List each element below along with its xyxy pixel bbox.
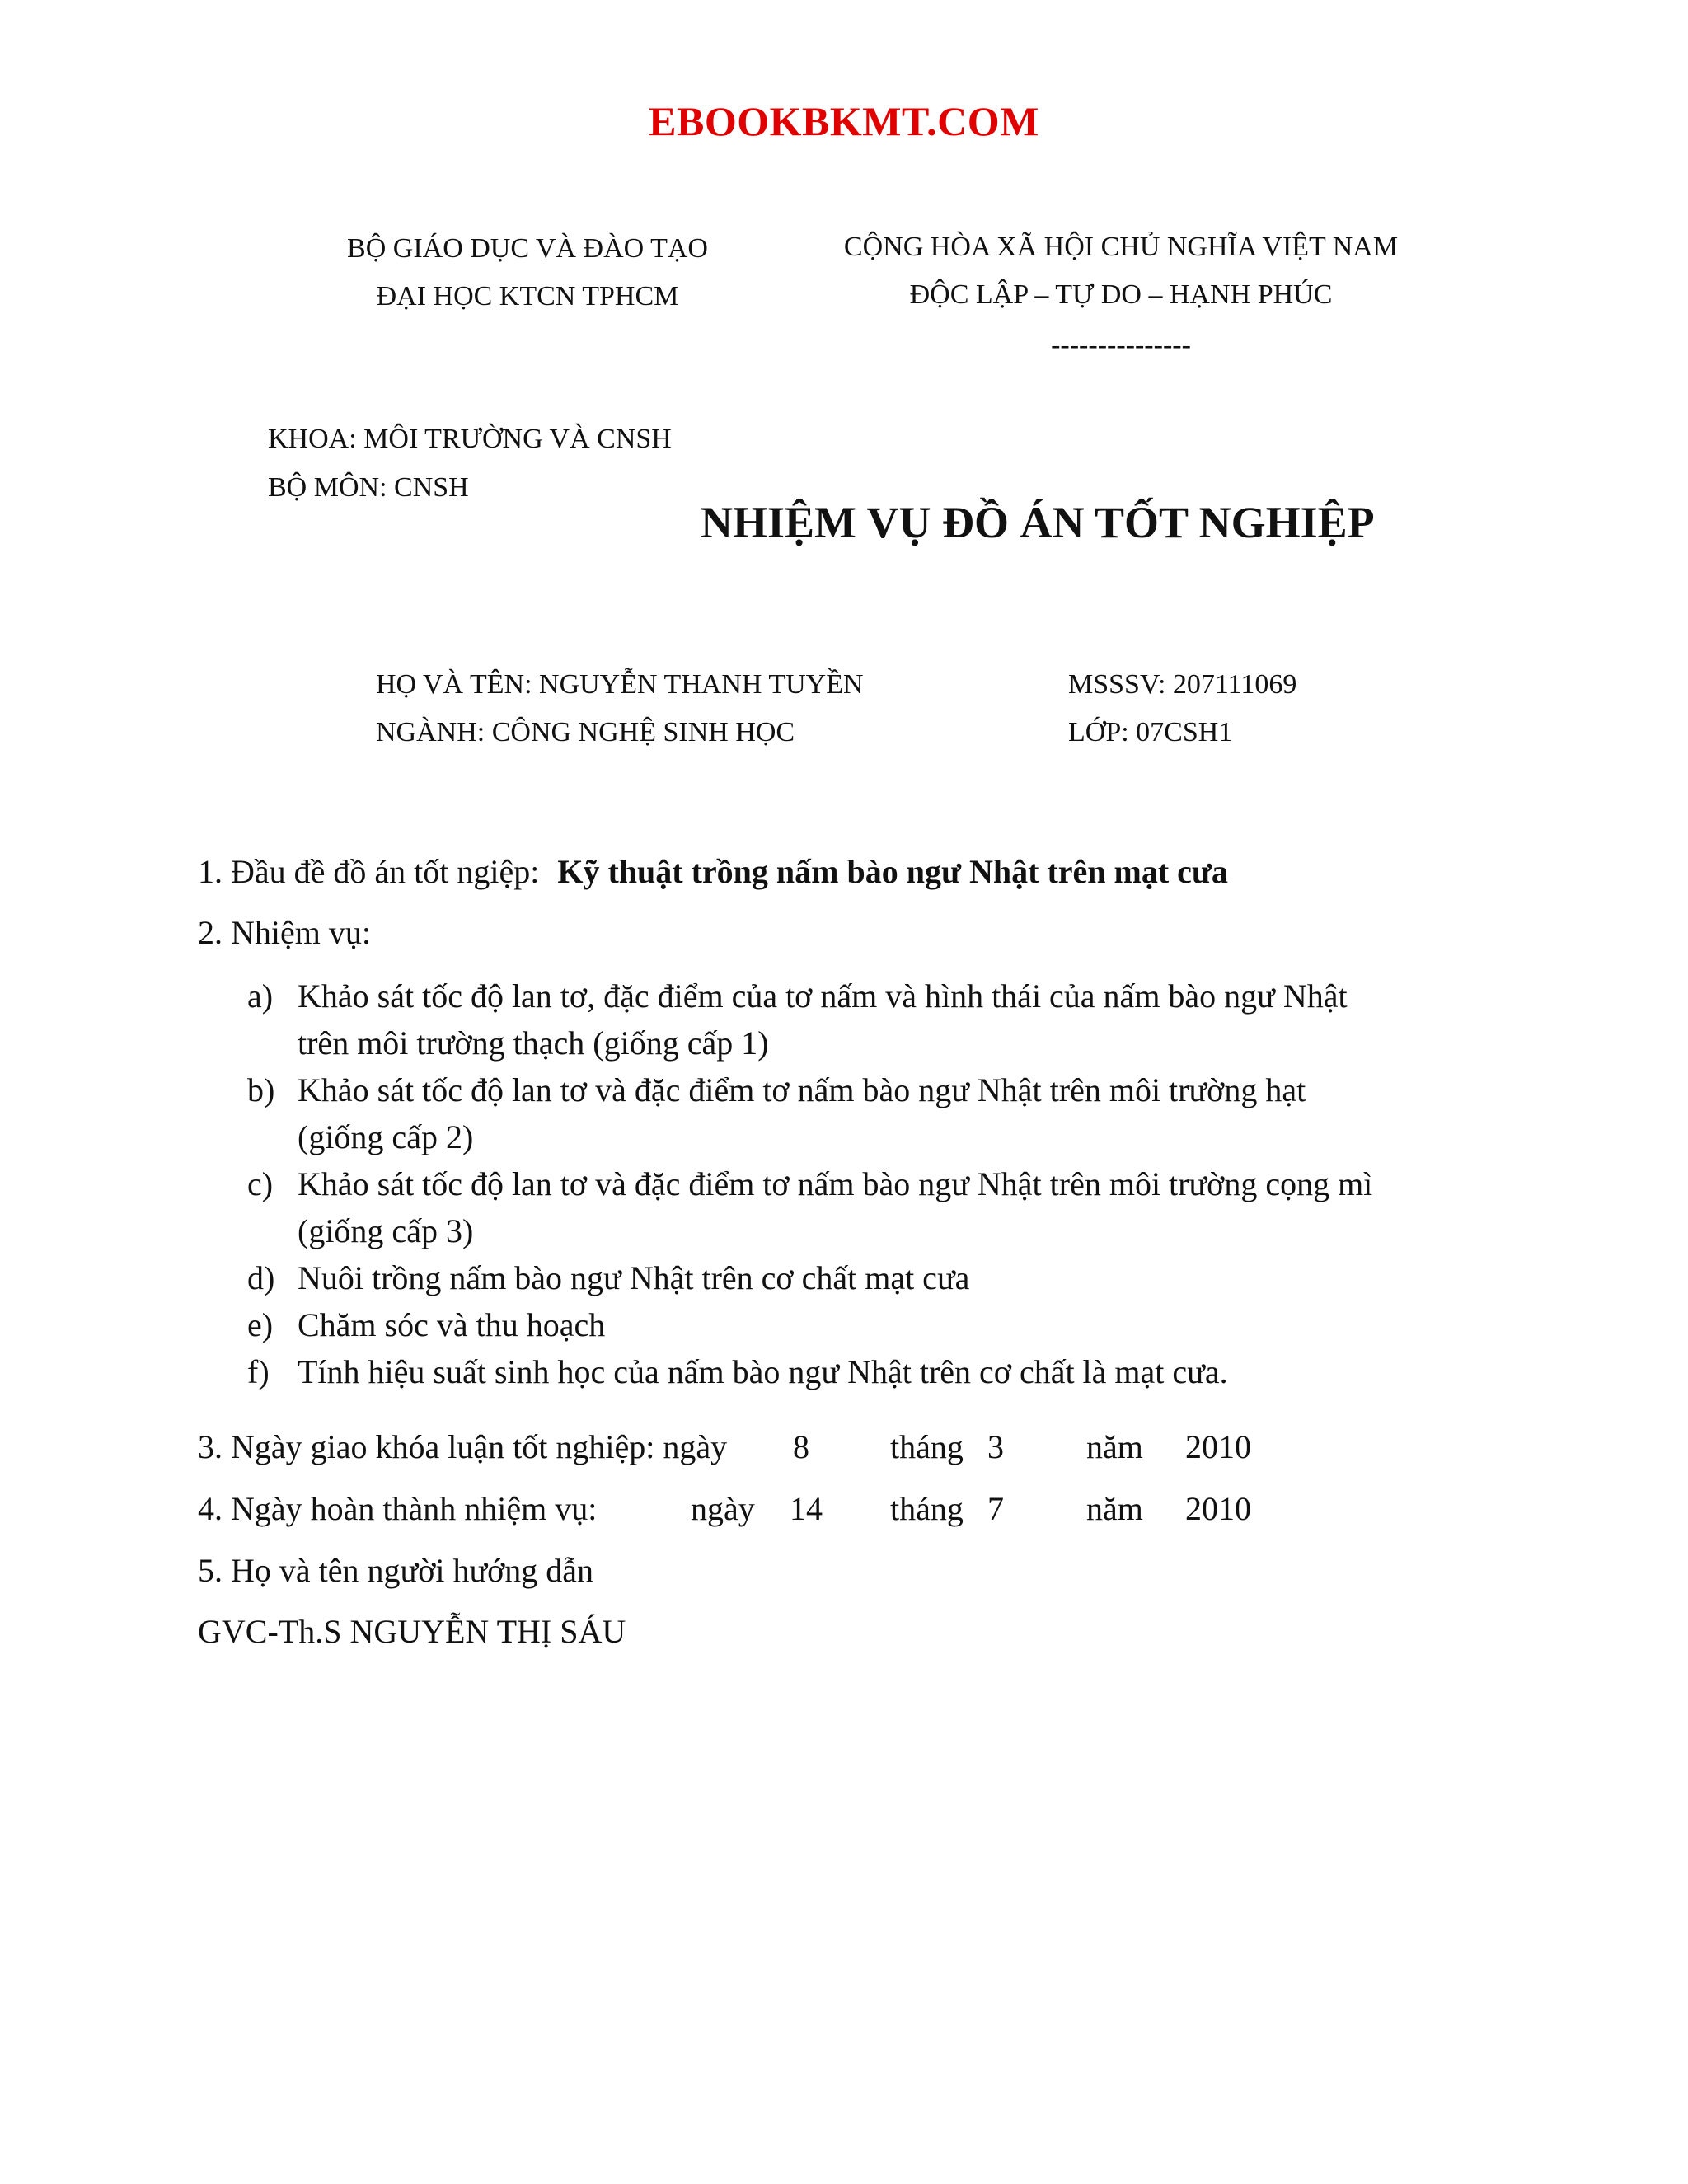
thesis-title-value: Kỹ thuật trồng nấm bào ngư Nhật trên mạt cưa	[557, 853, 1228, 890]
advisor-name: GVC-Th.S NGUYỄN THỊ SÁU	[198, 1613, 626, 1650]
assignment-day: 8	[793, 1428, 809, 1465]
assignment-year-label: năm	[1086, 1428, 1143, 1465]
student-id: MSSSV: 207111069	[1068, 669, 1297, 700]
assignment-date-label: 3. Ngày giao khóa luận tốt nghiệp: ngày	[198, 1428, 728, 1465]
completion-month: 7	[987, 1490, 1004, 1527]
university-name: ĐẠI HỌC KTCN TPHCM	[376, 281, 679, 312]
task-line: (giống cấp 2)	[298, 1118, 474, 1155]
assignment-month: 3	[987, 1428, 1004, 1465]
task-line: Tính hiệu suất sinh học của nấm bào ngư Nhật trên cơ chất là mạt cưa.	[298, 1353, 1228, 1390]
task-line: Nuôi trồng nấm bào ngư Nhật trên cơ chất mạt cưa	[298, 1259, 970, 1296]
thesis-title-label: 1. Đầu đề đồ án tốt ngiệp:	[198, 853, 540, 890]
assignment-month-label: tháng	[890, 1428, 964, 1465]
national-motto: ĐỘC LẬP – TỰ DO – HẠNH PHÚC	[909, 279, 1333, 310]
completion-month-label: tháng	[890, 1490, 964, 1527]
task-line: trên môi trường thạch (giống cấp 1)	[298, 1024, 769, 1062]
task-line: Chăm sóc và thu hoạch	[298, 1306, 606, 1343]
country-name: CỘNG HÒA XÃ HỘI CHỦ NGHĨA VIỆT NAM	[843, 232, 1399, 262]
division-line: BỘ MÔN: CNSH	[268, 472, 469, 503]
task-line: Khảo sát tốc độ lan tơ và đặc điểm tơ nấm bào ngư Nhật trên môi trường cọng mì	[298, 1165, 1373, 1202]
task-letter: d)	[247, 1259, 275, 1296]
completion-day-label: ngày	[691, 1490, 755, 1527]
student-major: NGÀNH: CÔNG NGHỆ SINH HỌC	[376, 717, 795, 748]
completion-day: 14	[790, 1490, 823, 1527]
ministry-name: BỘ GIÁO DỤC VÀ ĐÀO TẠO	[347, 233, 708, 264]
task-line: (giống cấp 3)	[298, 1212, 474, 1249]
task-line: Khảo sát tốc độ lan tơ, đặc điểm của tơ nấm và hình thái của nấm bào ngư Nhật	[298, 977, 1348, 1015]
page-title: NHIỆM VỤ ĐỒ ÁN TỐT NGHIỆP	[701, 498, 1375, 547]
completion-date-label: 4. Ngày hoàn thành nhiệm vụ:	[198, 1490, 598, 1527]
task-letter: b)	[247, 1071, 275, 1108]
faculty-line: KHOA: MÔI TRƯỜNG VÀ CNSH	[268, 424, 672, 454]
assignment-year: 2010	[1185, 1428, 1251, 1465]
task-letter: f)	[247, 1353, 270, 1390]
tasks-heading: 2. Nhiệm vụ:	[198, 914, 371, 951]
advisor-label: 5. Họ và tên người hướng dẫn	[198, 1552, 594, 1589]
completion-year: 2010	[1185, 1490, 1251, 1527]
completion-year-label: năm	[1086, 1490, 1143, 1527]
thesis-title-row	[198, 852, 1228, 891]
student-name: HỌ VÀ TÊN: NGUYỄN THANH TUYỀN	[376, 669, 864, 700]
header-divider: ---------------	[1051, 330, 1191, 360]
task-letter: e)	[247, 1306, 274, 1343]
task-letter: a)	[247, 977, 274, 1015]
student-class: LỚP: 07CSH1	[1068, 717, 1233, 748]
task-line: Khảo sát tốc độ lan tơ và đặc điểm tơ nấm bào ngư Nhật trên môi trường hạt	[298, 1071, 1306, 1108]
task-letter: c)	[247, 1165, 274, 1202]
watermark-text: EBOOKBKMT.COM	[649, 98, 1039, 144]
